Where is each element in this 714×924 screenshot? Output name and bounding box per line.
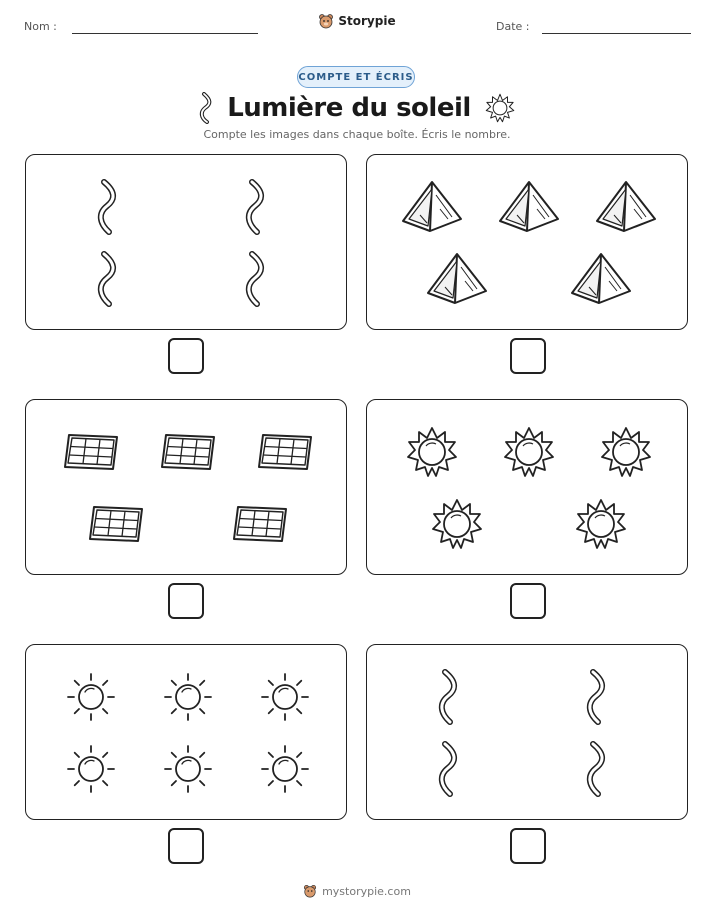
answer-box-4[interactable] xyxy=(510,583,546,619)
sun-icon xyxy=(431,498,483,550)
ray-icon xyxy=(584,741,610,797)
sun-rays-icon xyxy=(259,743,311,795)
activity-badge: COMPTE ET ÉCRIS xyxy=(297,66,415,88)
solar-panel-icon xyxy=(160,431,216,473)
prism-icon xyxy=(569,251,633,307)
bear-mascot-icon xyxy=(318,13,334,29)
prism-icon xyxy=(594,179,658,235)
ray-icon xyxy=(436,669,462,725)
sun-rays-icon xyxy=(65,671,117,723)
counting-box-2 xyxy=(366,154,688,330)
ray-icon xyxy=(584,669,610,725)
ray-icon xyxy=(243,251,269,307)
counting-box-1 xyxy=(25,154,347,330)
title-row xyxy=(0,90,714,126)
counting-box-3 xyxy=(25,399,347,575)
answer-box-1[interactable] xyxy=(168,338,204,374)
instructions: Compte les images dans chaque boîte. Écris le nombre. xyxy=(203,128,511,141)
answer-box-3[interactable] xyxy=(168,583,204,619)
bear-mascot-icon xyxy=(303,884,317,898)
brand-logo xyxy=(0,13,714,29)
page-title: Lumière du soleil xyxy=(227,93,471,123)
answer-box-2[interactable] xyxy=(510,338,546,374)
sun-rays-icon xyxy=(162,671,214,723)
sun-icon xyxy=(406,426,458,478)
solar-panel-icon xyxy=(232,503,288,545)
counting-box-4 xyxy=(366,399,688,575)
date-line[interactable] xyxy=(542,33,691,34)
sun-icon xyxy=(575,498,627,550)
counting-box-5 xyxy=(25,644,347,820)
sun-rays-icon xyxy=(65,743,117,795)
solar-panel-icon xyxy=(63,431,119,473)
sun-icon xyxy=(503,426,555,478)
ray-icon xyxy=(95,179,121,235)
prism-icon xyxy=(400,179,464,235)
sun-rays-icon xyxy=(162,743,214,795)
brand-name: Storypie xyxy=(338,14,396,28)
footer-url: mystorypie.com xyxy=(322,884,411,898)
name-line[interactable] xyxy=(72,33,258,34)
sun-rays-icon xyxy=(259,671,311,723)
ray-icon xyxy=(95,251,121,307)
sun-icon xyxy=(485,93,515,123)
answer-box-6[interactable] xyxy=(510,828,546,864)
solar-panel-icon xyxy=(88,503,144,545)
sun-icon xyxy=(600,426,652,478)
ray-icon xyxy=(436,741,462,797)
counting-box-6 xyxy=(366,644,688,820)
prism-icon xyxy=(425,251,489,307)
answer-box-5[interactable] xyxy=(168,828,204,864)
name-label: Nom : xyxy=(24,20,57,33)
ray-icon xyxy=(243,179,269,235)
ray-icon xyxy=(199,92,213,124)
prism-icon xyxy=(497,179,561,235)
date-label: Date : xyxy=(496,20,530,33)
solar-panel-icon xyxy=(257,431,313,473)
footer xyxy=(0,884,714,898)
